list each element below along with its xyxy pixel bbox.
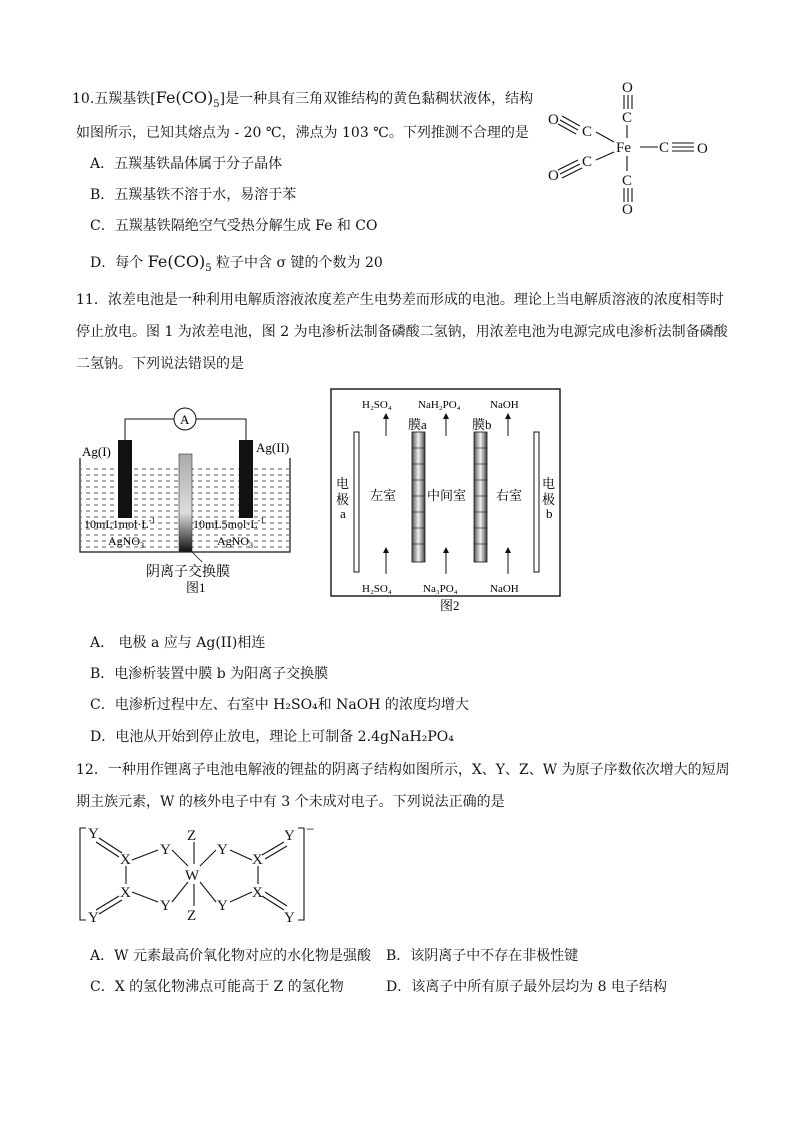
q10-stem-line2: 如图所示，已知其熔点为 - 20 ℃，沸点为 103 ℃。下列推测不合理的是 [76,125,529,141]
left-room-label: 左室 [370,488,397,503]
q12-option-d: D．该离子中所有原子最外层均为 8 电子结构 [386,979,668,995]
q10-option-c: C．五羰基铁隔绝空气受热分解生成 Fe 和 CO [90,218,378,234]
electrode-a-label-2: 极 [336,492,350,507]
label-ag-ii: Ag(II) [256,440,290,455]
q12-option-b: B．该阴离子中不存在非极性键 [386,948,579,964]
bottom-left-feed: H₂SO₄ [362,583,392,595]
electrode-ag-ii [239,440,253,518]
top-mid-product: NaH₂PO₄ [418,399,461,411]
q10-stem-text-b: ]是一种具有三角双锥结构的黄色黏稠状液体，结构 [219,91,534,107]
figure-1-concentration-cell [78,400,308,600]
electrode-b [534,432,539,572]
atom-y-upper-right-bridge: Y [217,842,228,858]
atom-y-top-left: Y [88,826,99,842]
q10-option-d-text-a: D．每个 [90,255,148,271]
figure-1-caption: 图1 [186,580,206,595]
atom-y-lower-left-bridge: Y [160,898,171,914]
fe-co5-structure [540,72,720,222]
axial-bottom-o: O [622,202,633,218]
anion-exchange-membrane [179,454,192,552]
center-fe: Fe [616,140,631,156]
eq-upper-o: O [548,112,559,128]
q12-option-a: A．W 元素最高价氧化物对应的水化物是强酸 [90,948,371,964]
atom-z-bottom: Z [187,908,197,924]
eq-right-o: O [697,141,708,157]
electrode-b-label-1: 电 [542,476,556,491]
figure-2-electrodialysis [330,388,562,616]
q10-option-b: B．五羰基铁不溶于水，易溶于苯 [90,187,297,203]
q12-option-c: C．X 的氢化物沸点可能高于 Z 的氢化物 [90,979,344,995]
electrode-ag-i [118,440,132,518]
atom-w-center: W [185,868,200,884]
atom-x-lower-right: X [252,885,263,901]
membrane-a-label: 膜a [408,417,427,432]
atom-y-bottom-left: Y [88,910,99,926]
electrode-a [354,432,359,572]
atom-y-upper-left-bridge: Y [160,842,171,858]
atom-z-top: Z [187,828,197,844]
atom-x-upper-right: X [252,852,263,868]
q10-stem-text-a: 10.五羰基铁[ [72,91,156,107]
atom-x-lower-left: X [120,885,131,901]
eq-lower-c: C [582,154,593,170]
eq-right-c: C [659,140,670,156]
q10-stem-line1 [72,88,533,115]
left-solution-conc: $10mL1mol\cdot L^{-1}$ [84,516,156,531]
right-solution-salt: AgNO$_3$ [217,534,253,550]
bottom-mid-feed: Na₃PO₄ [423,583,458,595]
q10-option-d-sub: 5 [205,262,212,274]
electrode-b-label-2: 极 [542,492,556,507]
left-solution-salt: AgNO$_3$ [108,534,144,550]
q11-stem-line2: 停止放电。图 1 为浓差电池，图 2 为电渗析法制备磷酸二氢钠，用浓差电池为电源完成电渗析法制备磷酸 [76,324,728,340]
atom-x-upper-left: X [120,852,131,868]
label-ag-i: Ag(I) [82,444,111,459]
eq-upper-c: C [582,124,593,140]
q10-option-d-formula: Fe(CO) [147,252,206,271]
membrane-b-label: 膜b [472,417,492,432]
q10-option-d-text-b: 粒子中含 σ 键的个数为 20 [211,255,383,271]
top-right-product: NaOH [490,399,519,411]
axial-bottom-c: C [622,173,633,189]
atom-y-top-right: Y [284,828,295,844]
q10-option-d [90,252,383,279]
q12-stem-line1: 12．一种用作锂离子电池电解液的锂盐的阴离子结构如图所示，X、Y、Z、W 为原子序数依次增大的短周 [76,762,730,778]
right-solution-conc: $10mL5mol\cdot L^{-1}$ [193,516,265,531]
q11-option-b: B．电渗析装置中膜 b 为阳离子交换膜 [90,666,329,682]
charge-sign: − [306,822,315,838]
atom-y-lower-right-bridge: Y [217,898,228,914]
axial-top-o: O [622,80,633,96]
membrane-b [474,432,487,562]
atom-y-bottom-right: Y [284,910,295,926]
middle-room-label: 中间室 [427,488,467,503]
q11-option-c: C．电渗析过程中左、右室中 H₂SO₄和 NaOH 的浓度均增大 [90,697,469,713]
anion-structure [76,822,336,926]
q10-formula: Fe(CO) [155,88,214,107]
membrane-label: 阴离子交换膜 [146,565,230,580]
axial-top-c: C [622,110,633,126]
top-left-product: H₂SO₄ [362,399,392,411]
ammeter-label: A [180,412,190,427]
electrode-b-label-3: b [546,506,553,521]
q10-formula-sub: 5 [213,98,220,110]
electrode-a-label-1: 电 [336,476,350,491]
electrode-a-label-3: a [340,506,346,521]
q11-option-a: A． 电极 a 应与 Ag(II)相连 [90,635,266,651]
bottom-right-feed: NaOH [490,583,519,595]
q11-option-d: D．电池从开始到停止放电，理论上可制备 2.4gNaH₂PO₄ [90,729,454,745]
right-room-label: 右室 [496,488,523,503]
eq-lower-o: O [548,168,559,184]
figure-2-caption: 图2 [440,598,460,613]
q12-stem-line2: 期主族元素，W 的核外电子中有 3 个未成对电子。下列说法正确的是 [76,794,505,810]
membrane-a [412,432,425,562]
q10-option-a: A．五羰基铁晶体属于分子晶体 [90,156,283,172]
q11-stem-line3: 二氢钠。下列说法错误的是 [76,356,244,372]
q11-stem-line1: 11．浓差电池是一种利用电解质溶液浓度差产生电势差而形成的电池。理论上当电解质溶液的浓度相等时 [76,292,724,308]
